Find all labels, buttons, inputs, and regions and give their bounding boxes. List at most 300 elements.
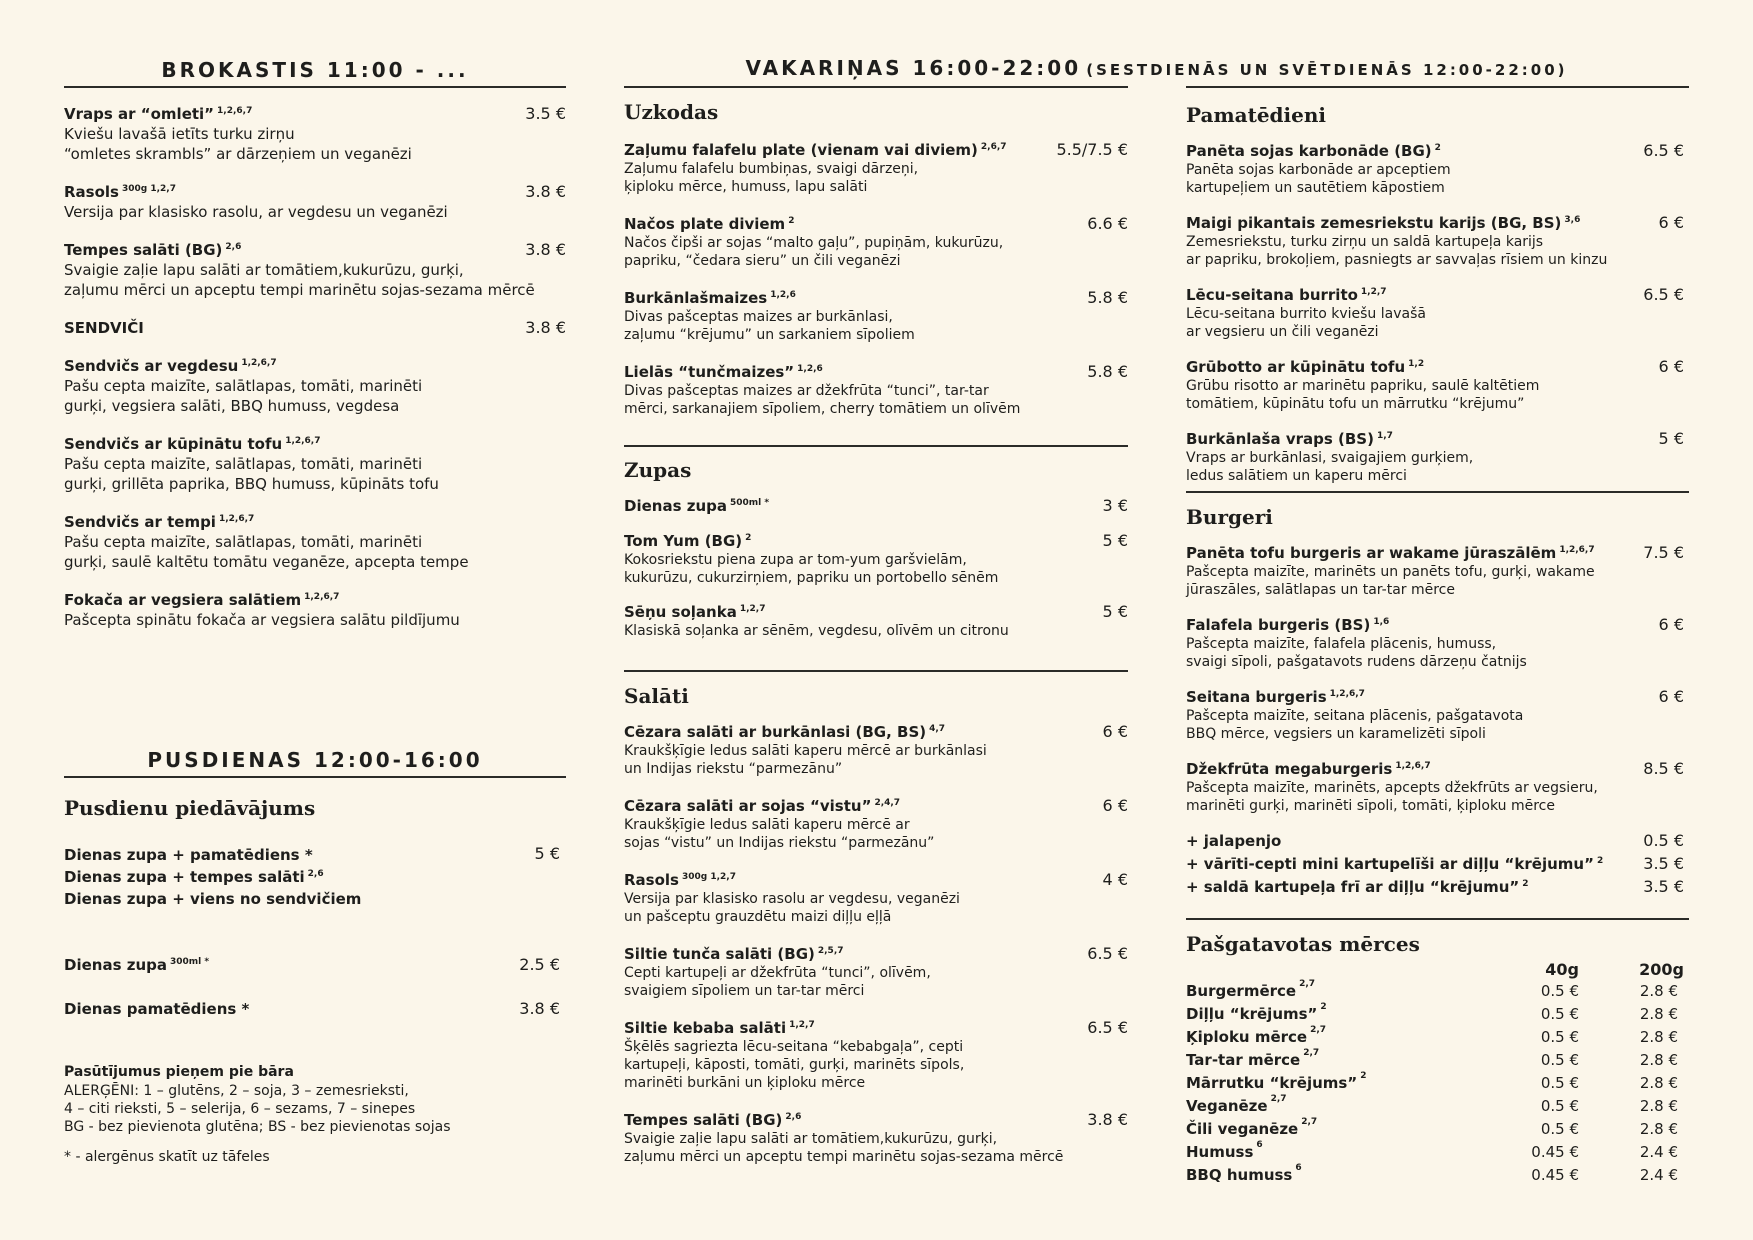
item-description: ar papriku, brokoļiem, pasniegts ar savvaļas rīsiem un kinzu	[1186, 252, 1608, 268]
item-name-text: Sendvičs ar vegdesu	[64, 357, 239, 375]
item-description: Pašcepta maizīte, falafela plācenis, humuss,	[1186, 636, 1497, 652]
item-description: Kokosriekstu piena zupa ar tom-yum garšvielām,	[624, 552, 967, 568]
menu-item	[1186, 615, 1684, 671]
item-name	[64, 240, 566, 260]
item-price: 6 €	[1102, 722, 1128, 741]
sauces-header-row	[1186, 960, 1684, 982]
item-name	[624, 796, 1128, 816]
sauce-name-text: Čili veganēze	[1186, 1120, 1299, 1138]
item-name	[624, 944, 1128, 964]
extra-price: 3.5 €	[1643, 877, 1684, 896]
menu-item	[624, 722, 1128, 778]
sauce-row	[1186, 1048, 1684, 1074]
item-price: 5 €	[1102, 602, 1128, 621]
item-description: Lēcu-seitana burrito kviešu lavašā	[1186, 306, 1426, 322]
item-description: Pašu cepta maizīte, salātlapas, tomāti, marinēti	[64, 377, 423, 395]
combo-line	[64, 888, 560, 910]
item-name-text: Siltie kebaba salāti	[624, 1019, 787, 1037]
item-price: 6.5 €	[1643, 285, 1684, 304]
item-description: Kraukšķīgie ledus salāti kaperu mērcē ar burkānlasi	[624, 743, 987, 759]
extra-price: 3.5 €	[1643, 854, 1684, 873]
allergen-codes: 2,5,7	[817, 946, 844, 956]
sauce-row	[1186, 1071, 1684, 1097]
item-name-text: SENDVIČI	[64, 319, 144, 337]
item-description: svaigi sīpoli, pašgatavots rudens dārzeņu čatnijs	[1186, 654, 1527, 670]
menu-item	[1186, 141, 1684, 197]
menu-item	[1186, 429, 1684, 485]
menu-item	[624, 496, 1128, 516]
item-price: 6 €	[1102, 796, 1128, 815]
menu-item	[1186, 543, 1684, 599]
menu-item	[624, 214, 1128, 270]
item-name	[624, 722, 1128, 742]
allergen-codes: 2	[1320, 1002, 1327, 1012]
extra-name	[1186, 877, 1684, 897]
item-description: Šķēlēs sagriezta lēcu-seitana “kebabgaļa”, cepti	[624, 1039, 964, 1055]
extra-name	[1186, 831, 1684, 851]
item-description: Svaigie zaļie lapu salāti ar tomātiem,kukurūzu, gurķi,	[64, 261, 464, 279]
sauce-name	[1186, 1025, 1327, 1046]
allergen-codes: 300g 1,2,7	[681, 872, 736, 882]
sauce-row	[1186, 1025, 1684, 1051]
item-name-text: Grūbotto ar kūpinātu tofu	[1186, 358, 1406, 376]
column-right	[1186, 0, 1689, 1184]
menu-item	[1186, 357, 1684, 413]
sauce-name	[1186, 1071, 1367, 1092]
item-description: gurķi, saulē kaltētu tomātu veganēze, apcepta tempe	[64, 553, 469, 571]
item-name-text: Džekfrūta megaburgeris	[1186, 760, 1393, 778]
dinner-title: VAKARIŅAS 16:00-22:00	[745, 56, 1082, 80]
item-name	[64, 182, 566, 202]
item-name	[1186, 543, 1684, 563]
menu-item	[624, 362, 1128, 418]
item-description: gurķi, vegsiera salāti, BBQ humuss, vegdesa	[64, 397, 400, 415]
allergen-codes: 1,2,6	[770, 290, 796, 300]
allergen-codes: 1,2,6,7	[218, 514, 255, 524]
item-description: mērci, sarkanajiem sīpoliem, cherry tomātiem un olīvēm	[624, 401, 1021, 417]
combo-line-text: Dienas zupa + tempes salāti	[64, 868, 305, 886]
item-description: Versija par klasisko rasolu, ar vegdesu un veganēzi	[64, 203, 448, 221]
item-name	[1186, 615, 1684, 635]
item-description: Pašcepta maizīte, marinēts un panēts tofu, gurķi, wakame	[1186, 564, 1595, 580]
sauce-price-40g: 0.45 €	[1531, 1143, 1579, 1161]
sauce-name-text: BBQ humuss	[1186, 1166, 1293, 1184]
allergen-codes: 2,7	[1270, 1094, 1287, 1104]
item-description: Klasiskā soļanka ar sēnēm, vegdesu, olīvēm un citronu	[624, 623, 1009, 639]
extra-name-text: + vārīti-cepti mini kartupelīši ar diļļu “krējumu”	[1186, 855, 1594, 873]
item-description: zaļumu mērci un apceptu tempi marinētu sojas-sezama mērcē	[624, 1149, 1064, 1165]
item-name-text: Rasols	[624, 871, 679, 889]
item-name-text: Tom Yum (BG)	[624, 532, 743, 550]
lunch-note	[64, 1063, 566, 1166]
item-name	[624, 496, 1128, 516]
item-price: 8.5 €	[1643, 759, 1684, 778]
item-name-text: Dienas zupa	[64, 956, 167, 974]
item-name	[624, 214, 1128, 234]
item-description: Zemesriekstu, turku zirņu un saldā kartupeļa karijs	[1186, 234, 1544, 250]
allergen-codes: 6	[1256, 1140, 1263, 1150]
item-name-text: Sendvičs ar tempi	[64, 513, 216, 531]
lunch-combo	[64, 844, 560, 910]
item-price: 5 €	[1658, 429, 1684, 448]
sauce-name-text: Veganēze	[1186, 1097, 1268, 1115]
item-price: 6 €	[1658, 357, 1684, 376]
item-description: tomātiem, kūpinātu tofu un mārrutku “krējumu”	[1186, 396, 1525, 412]
item-price: 5.8 €	[1087, 288, 1128, 307]
sauce-price-200g: 2.8 €	[1639, 1028, 1678, 1046]
divider	[1186, 491, 1689, 493]
item-price: 6.5 €	[1643, 141, 1684, 160]
item-name	[64, 104, 566, 124]
allergen-codes: 2	[1596, 856, 1604, 866]
allergen-codes: 3,6	[1564, 215, 1581, 225]
soups-title: Zupas	[624, 458, 692, 482]
item-description: Pašcepta maizīte, marinēts, apcepts džekfrūts ar vegsieru,	[1186, 780, 1598, 796]
item-description: kartupeļiem un sautētiem kāpostiem	[1186, 180, 1445, 196]
item-description: svaigiem sīpoliem un tar-tar mērci	[624, 983, 865, 999]
extra-name-text: + saldā kartupeļa frī ar diļļu “krējumu”	[1186, 878, 1520, 896]
item-description: zaļumu “krējumu” un sarkaniem sīpoliem	[624, 327, 915, 343]
sauce-name-text: Mārrutku “krējums”	[1186, 1074, 1358, 1092]
sauce-price-200g: 2.8 €	[1639, 1074, 1678, 1092]
sauce-row	[1186, 979, 1684, 1005]
column-left	[64, 0, 566, 1165]
lunch-item	[64, 955, 560, 999]
item-price: 3.8 €	[525, 240, 566, 259]
breakfast-list	[64, 104, 566, 630]
item-description: BBQ mērce, vegsiers un karamelizēti sīpoli	[1186, 726, 1486, 742]
section-burgers	[1186, 505, 1684, 900]
menu-item	[624, 870, 1128, 926]
menu-item	[64, 590, 566, 630]
item-name-text: Burkānlašmaizes	[624, 289, 768, 307]
menu-item	[624, 796, 1128, 852]
allergen-codes: 2,7	[1310, 1025, 1327, 1035]
item-name	[624, 531, 1128, 551]
item-description: Pašcepta spinātu fokača ar vegsiera salātu pildījumu	[64, 611, 460, 629]
salads-title: Salāti	[624, 684, 689, 708]
allergen-codes: 1,2,6,7	[285, 436, 321, 446]
menu-item	[624, 288, 1128, 344]
sauce-name	[1186, 1094, 1287, 1115]
item-price: 6 €	[1658, 687, 1684, 706]
combo-line	[64, 844, 560, 866]
sauce-name	[1186, 979, 1316, 1000]
note-title: Pasūtījumus pieņem pie bāra	[64, 1064, 294, 1080]
sauce-price-40g: 0.5 €	[1540, 1097, 1579, 1115]
combo-line	[64, 866, 560, 888]
item-description: gurķi, grillēta paprika, BBQ humuss, kūpināts tofu	[64, 475, 439, 493]
menu-item	[624, 531, 1128, 587]
item-name-text: Lēcu-seitana burrito	[1186, 286, 1358, 304]
note-line: 4 – citi rieksti, 5 – selerija, 6 – sezams, 7 – sinepes	[64, 1101, 416, 1117]
divider	[1186, 86, 1689, 88]
menu-item	[624, 1018, 1128, 1092]
section-salads	[624, 684, 1128, 1184]
sauce-col-40g: 40g	[1545, 960, 1579, 979]
divider	[64, 776, 566, 778]
allergen-codes: 300ml *	[170, 957, 210, 967]
allergen-codes: 2,4,7	[874, 798, 901, 808]
item-name	[64, 356, 566, 376]
allergen-codes: 2	[745, 533, 752, 543]
item-name-text: Panēta tofu burgeris ar wakame jūraszālēm	[1186, 544, 1557, 562]
item-description: papriku, “čedara sieru” un čili veganēzi	[624, 253, 901, 269]
item-name-text: Dienas pamatēdiens *	[64, 1000, 250, 1018]
sauce-price-40g: 0.5 €	[1540, 1028, 1579, 1046]
item-name	[64, 434, 566, 454]
extra-item	[1186, 831, 1684, 854]
dinner-title-note: (SESTDIENĀS UN SVĒTDIENĀS 12:00-22:00)	[1086, 61, 1568, 79]
item-name-text: Siltie tunča salāti (BG)	[624, 945, 815, 963]
divider	[624, 86, 1128, 88]
item-price: 3.8 €	[525, 182, 566, 201]
allergen-codes: 1,2,6,7	[304, 592, 340, 602]
item-name	[624, 1110, 1128, 1130]
item-price: 6 €	[1658, 615, 1684, 634]
item-price: 3.5 €	[525, 104, 566, 123]
sauce-row	[1186, 1163, 1684, 1189]
footnote: * - alergēnus skatīt uz tāfeles	[64, 1149, 270, 1165]
divider	[624, 670, 1128, 672]
note-line: BG - bez pievienota glutēna; BS - bez pievienotas sojas	[64, 1119, 451, 1135]
sauce-name-text: Tar-tar mērce	[1186, 1051, 1301, 1069]
item-name	[64, 955, 560, 975]
item-name	[1186, 357, 1684, 377]
item-description: Zaļumu falafelu bumbiņas, svaigi dārzeņi,	[624, 161, 919, 177]
item-name-text: Sendvičs ar kūpinātu tofu	[64, 435, 283, 453]
item-description: ledus salātiem un kaperu mērci	[1186, 468, 1407, 484]
item-price: 6 €	[1658, 213, 1684, 232]
note-line: ALERĢĒNI: 1 – glutēns, 2 – soja, 3 – zemesrieksti,	[64, 1083, 409, 1099]
lunch-items	[64, 955, 560, 1043]
sauce-price-200g: 2.8 €	[1639, 1120, 1678, 1138]
item-name	[624, 140, 1128, 160]
item-name	[1186, 759, 1684, 779]
item-name-text: Zaļumu falafelu plate (vienam vai diviem)	[624, 141, 978, 159]
sauce-row	[1186, 1002, 1684, 1028]
item-name-text: Panēta sojas karbonāde (BG)	[1186, 142, 1432, 160]
allergen-codes: 2	[1434, 143, 1441, 153]
allergen-codes: 1,2,6,7	[1329, 689, 1365, 699]
item-description: Divas pašceptas maizes ar burkānlasi,	[624, 309, 893, 325]
item-description: un Indijas riekstu “parmezānu”	[624, 761, 843, 777]
allergen-codes: 2	[1360, 1071, 1367, 1081]
item-name-text: Rasols	[64, 183, 119, 201]
item-description: jūraszāles, salātlapas un tar-tar mērce	[1186, 582, 1455, 598]
sauce-price-40g: 0.5 €	[1540, 1074, 1579, 1092]
item-name	[64, 590, 566, 610]
menu-item	[1186, 687, 1684, 743]
sauce-price-40g: 0.5 €	[1540, 1051, 1579, 1069]
allergen-codes: 1,2,6,7	[1559, 545, 1595, 555]
item-description: Panēta sojas karbonāde ar apceptiem	[1186, 162, 1451, 178]
item-name-text: Cēzara salāti ar sojas “vistu”	[624, 797, 872, 815]
item-description: Grūbu risotto ar marinētu papriku, saulē kaltētiem	[1186, 378, 1540, 394]
allergen-codes: 1,2	[1408, 359, 1425, 369]
lunch-header: PUSDIENAS 12:00-16:00	[147, 748, 483, 772]
allergen-codes: 500ml *	[730, 498, 770, 508]
item-name	[64, 512, 566, 532]
sauces-title: Pašgatavotas mērces	[1186, 932, 1420, 956]
item-name-text: Burkānlaša vraps (BS)	[1186, 430, 1374, 448]
item-price: 2.5 €	[519, 955, 560, 974]
allergen-codes: 2,7	[1303, 1048, 1320, 1058]
allergen-codes: 2,6	[225, 242, 242, 252]
item-name	[1186, 141, 1684, 161]
item-description: sojas “vistu” un Indijas riekstu “parmezānu”	[624, 835, 935, 851]
menu-item	[64, 182, 566, 222]
menu-item	[64, 512, 566, 572]
item-description: zaļumu mērci un apceptu tempi marinētu sojas-sezama mērcē	[64, 281, 535, 299]
sauce-col-200g: 200g	[1639, 960, 1684, 979]
menu-item	[624, 140, 1128, 196]
item-name-text: Dienas zupa	[624, 497, 727, 515]
mains-title: Pamatēdieni	[1186, 103, 1326, 127]
item-name	[64, 999, 560, 1019]
item-description: un pašceptu grauzdētu maizi diļļu eļļā	[624, 909, 892, 925]
item-price: 3.8 €	[519, 999, 560, 1018]
allergen-codes: 2	[788, 216, 795, 226]
item-description: Versija par klasisko rasolu ar vegdesu, veganēzi	[624, 891, 960, 907]
item-description: marinēti gurķi, marinēti sīpoli, tomāti, ķiploku mērce	[1186, 798, 1555, 814]
lunch-subtitle: Pusdienu piedāvājums	[64, 796, 316, 820]
sauce-name-text: Humuss	[1186, 1143, 1254, 1161]
divider	[1186, 918, 1689, 920]
allergen-codes: 1,7	[1376, 431, 1393, 441]
sauce-price-200g: 2.8 €	[1639, 1005, 1678, 1023]
item-description: Kviešu lavašā ietīts turku zirņu	[64, 125, 295, 143]
section-starters	[624, 100, 1128, 436]
sauce-name-text: Burgermērce	[1186, 982, 1297, 1000]
sauce-price-40g: 0.5 €	[1540, 1120, 1579, 1138]
divider	[64, 86, 566, 88]
item-price: 5 €	[1102, 531, 1128, 550]
item-description: Divas pašceptas maizes ar džekfrūta “tunci”, tar-tar	[624, 383, 989, 399]
allergen-codes: 2	[1522, 879, 1529, 889]
allergen-codes: 1,2,6,7	[241, 358, 277, 368]
menu-item	[1186, 759, 1684, 815]
menu-item	[64, 434, 566, 494]
menu-item	[624, 602, 1128, 640]
sauce-name	[1186, 1117, 1318, 1138]
allergen-codes: 1,2,6,7	[217, 106, 253, 116]
sauce-price-200g: 2.8 €	[1639, 1097, 1678, 1115]
menu-item	[64, 318, 566, 338]
allergen-codes: 1,2,7	[789, 1020, 815, 1030]
sauce-price-200g: 2.4 €	[1639, 1143, 1678, 1161]
sauce-price-200g: 2.8 €	[1639, 982, 1678, 1000]
allergen-codes: 1,2,6	[797, 364, 823, 374]
sauce-price-200g: 2.8 €	[1639, 1051, 1678, 1069]
item-description: Svaigie zaļie lapu salāti ar tomātiem,kukurūzu, gurķi,	[624, 1131, 998, 1147]
item-name-text: Načos plate diviem	[624, 215, 786, 233]
item-description: Pašu cepta maizīte, salātlapas, tomāti, marinēti	[64, 533, 423, 551]
divider	[624, 445, 1128, 447]
allergen-codes: 2,7	[1301, 1117, 1318, 1127]
sauce-row	[1186, 1140, 1684, 1166]
menu-item	[64, 356, 566, 416]
sauce-name	[1186, 1002, 1327, 1023]
burgers-title: Burgeri	[1186, 505, 1273, 529]
item-description: kartupeļi, kāposti, tomāti, gurķi, marinēts sīpols,	[624, 1057, 965, 1073]
starters-title: Uzkodas	[624, 100, 719, 124]
item-name	[64, 318, 566, 338]
extra-price: 0.5 €	[1643, 831, 1684, 850]
item-name-text: Lielās “tunčmaizes”	[624, 363, 795, 381]
item-name	[624, 362, 1128, 382]
item-price: 6.6 €	[1087, 214, 1128, 233]
item-description: Pašu cepta maizīte, salātlapas, tomāti, marinēti	[64, 455, 423, 473]
combo-line-text: Dienas zupa + pamatēdiens *	[64, 846, 313, 864]
item-description: Načos čipši ar sojas “malto gaļu”, pupiņām, kukurūzu,	[624, 235, 1004, 251]
item-name-text: Tempes salāti (BG)	[64, 241, 223, 259]
item-description: Vraps ar burkānlasi, svaigajiem gurķiem,	[1186, 450, 1474, 466]
combo-price: 5 €	[534, 844, 560, 863]
allergen-codes: 1,2,7	[739, 604, 766, 614]
allergen-codes: 1,2,7	[1360, 287, 1387, 297]
item-name	[1186, 687, 1684, 707]
allergen-codes: 4,7	[929, 724, 946, 734]
menu-item	[1186, 285, 1684, 341]
item-price: 6.5 €	[1087, 944, 1128, 963]
lunch-item	[64, 999, 560, 1043]
combo-line-text: Dienas zupa + viens no sendvičiem	[64, 890, 362, 908]
item-price: 5.5/7.5 €	[1056, 140, 1128, 159]
sauce-name	[1186, 1163, 1302, 1184]
sauce-price-40g: 0.45 €	[1531, 1166, 1579, 1184]
menu-item	[624, 1110, 1128, 1166]
item-name	[624, 870, 1128, 890]
allergen-codes: 2,6	[785, 1112, 802, 1122]
item-name	[624, 1018, 1128, 1038]
item-name	[1186, 285, 1684, 305]
item-name-text: Fokača ar vegsiera salātiem	[64, 591, 302, 609]
allergen-codes: 2,7	[1299, 979, 1316, 989]
item-description: Cepti kartupeļi ar džekfrūta “tunci”, olīvēm,	[624, 965, 931, 981]
item-price: 7.5 €	[1643, 543, 1684, 562]
breakfast-header: BROKASTIS 11:00 - ...	[161, 58, 469, 82]
extra-name	[1186, 854, 1684, 874]
item-price: 3 €	[1102, 496, 1128, 515]
item-price: 6.5 €	[1087, 1018, 1128, 1037]
item-name-text: Vraps ar “omleti”	[64, 105, 215, 123]
item-description: kukurūzu, cukurzirņiem, papriku un portobello sēnēm	[624, 570, 999, 586]
menu-item	[1186, 213, 1684, 269]
menu-item	[624, 944, 1128, 1000]
sauce-price-40g: 0.5 €	[1540, 982, 1579, 1000]
item-description: Kraukšķīgie ledus salāti kaperu mērcē ar	[624, 817, 910, 833]
extra-item	[1186, 854, 1684, 877]
sauce-name	[1186, 1140, 1263, 1161]
allergen-codes: 300g 1,2,7	[121, 184, 176, 194]
column-middle	[624, 0, 1128, 1165]
sauce-name-text: Diļļu “krējums”	[1186, 1005, 1318, 1023]
item-description: ar vegsieru un čili veganēzi	[1186, 324, 1379, 340]
item-name-text: Sēņu soļanka	[624, 603, 737, 621]
item-name-text: Cēzara salāti ar burkānlasi (BG, BS)	[624, 723, 927, 741]
item-price: 3.8 €	[1087, 1110, 1128, 1129]
item-name-text: Maigi pikantais zemesriekstu karijs (BG, BS)	[1186, 214, 1562, 232]
extra-item	[1186, 877, 1684, 900]
allergen-codes: 2,6	[307, 869, 324, 879]
sauce-row	[1186, 1094, 1684, 1120]
menu-item	[64, 104, 566, 164]
item-price: 3.8 €	[525, 318, 566, 337]
item-name-text: Seitana burgeris	[1186, 688, 1327, 706]
item-price: 5.8 €	[1087, 362, 1128, 381]
sauce-name-text: Ķiploku mērce	[1186, 1028, 1308, 1046]
